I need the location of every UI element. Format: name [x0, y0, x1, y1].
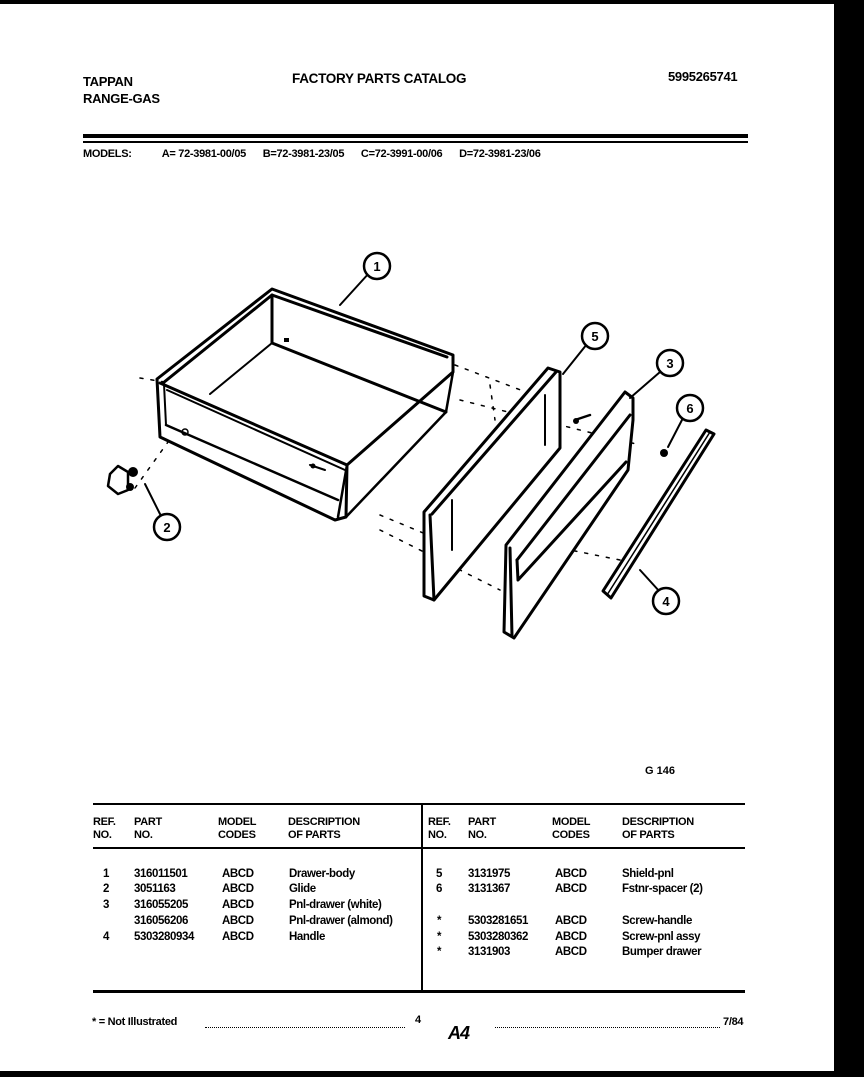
callout-1-icon	[364, 253, 390, 279]
callout-2-icon	[154, 514, 180, 540]
header-model-right: MODEL CODES	[552, 816, 591, 841]
models-line	[83, 148, 555, 160]
glide-illustration	[108, 466, 138, 494]
drawer-body-illustration	[157, 289, 453, 520]
header-ref: REF. NO.	[93, 816, 116, 841]
model-d: D=72-3981-23/06	[459, 148, 541, 160]
exploded-parts-diagram	[90, 240, 740, 650]
callout-4-icon	[653, 588, 679, 614]
parts-table: REF. NO. PART NO. MODEL CODES DESCRIPTION OF PARTS REF. NO. PART NO. MODEL CODES DESCRIPTION OF PARTS 1 316011501 ABCD Drawer-body 2 3051163 ABCD Glide 3 316055205 ABCD Pnl-drawer (white) 316056206 ABCD Pnl-drawer (almond) 4 5303280934 ABCD Handle 5 3131975 ABCD Shield-pnl 6 3131367 ABCD Fstnr-spacer (2) * 5303281651 ABCD Screw-handle * 5303280362 ABCD Screw-pnl assy * 3131903 ABCD Bumper drawer	[93, 803, 745, 993]
svg-text:1: 1	[373, 259, 381, 274]
revision-date: 7/84	[723, 1016, 744, 1028]
page-title: FACTORY PARTS CATALOG	[292, 71, 467, 86]
header-desc-right: DESCRIPTION OF PARTS	[622, 816, 694, 841]
not-illustrated-legend: * = Not Illustrated	[92, 1016, 178, 1028]
svg-text:6: 6	[686, 401, 694, 416]
svg-text:3: 3	[666, 356, 674, 371]
header-rule	[83, 134, 748, 138]
page-number: 4	[415, 1014, 421, 1026]
footer-dotted-leader	[205, 1027, 405, 1028]
product-type: RANGE-GAS	[83, 91, 160, 106]
header-part: PART NO.	[134, 816, 162, 841]
callout-6-icon	[677, 395, 703, 421]
fastener-spacer-illustration	[660, 449, 668, 457]
footer-dotted-leader-right	[495, 1027, 720, 1028]
scan-edge-top	[0, 0, 864, 4]
svg-text:5: 5	[591, 329, 599, 344]
section-code: A4	[448, 1023, 470, 1043]
figure-number: G 146	[645, 765, 675, 777]
svg-text:4: 4	[662, 594, 670, 609]
header-ref-right: REF. NO.	[428, 816, 451, 841]
header-desc: DESCRIPTION OF PARTS	[288, 816, 360, 841]
document-number: 5995265741	[668, 69, 738, 84]
brand-name: TAPPAN	[83, 74, 133, 89]
table-rule-header	[93, 847, 745, 849]
scan-edge-right	[834, 0, 864, 1077]
model-b: B=72-3981-23/05	[262, 148, 345, 160]
table-rule-top	[93, 803, 745, 805]
models-label: MODELS:	[83, 148, 132, 160]
scan-edge-bottom	[0, 1071, 864, 1077]
callout-3-icon	[657, 350, 683, 376]
brand-block	[83, 73, 160, 107]
callout-5-icon	[582, 323, 608, 349]
header-part-right: PART NO.	[468, 816, 496, 841]
table-divider	[421, 803, 423, 993]
header-rule-thin	[83, 141, 748, 143]
table-rule-bottom	[93, 990, 745, 993]
svg-text:2: 2	[163, 520, 171, 535]
header-model: MODEL CODES	[218, 816, 257, 841]
model-c: C=72-3991-00/06	[360, 148, 443, 160]
model-a: A= 72-3981-00/05	[161, 148, 246, 160]
